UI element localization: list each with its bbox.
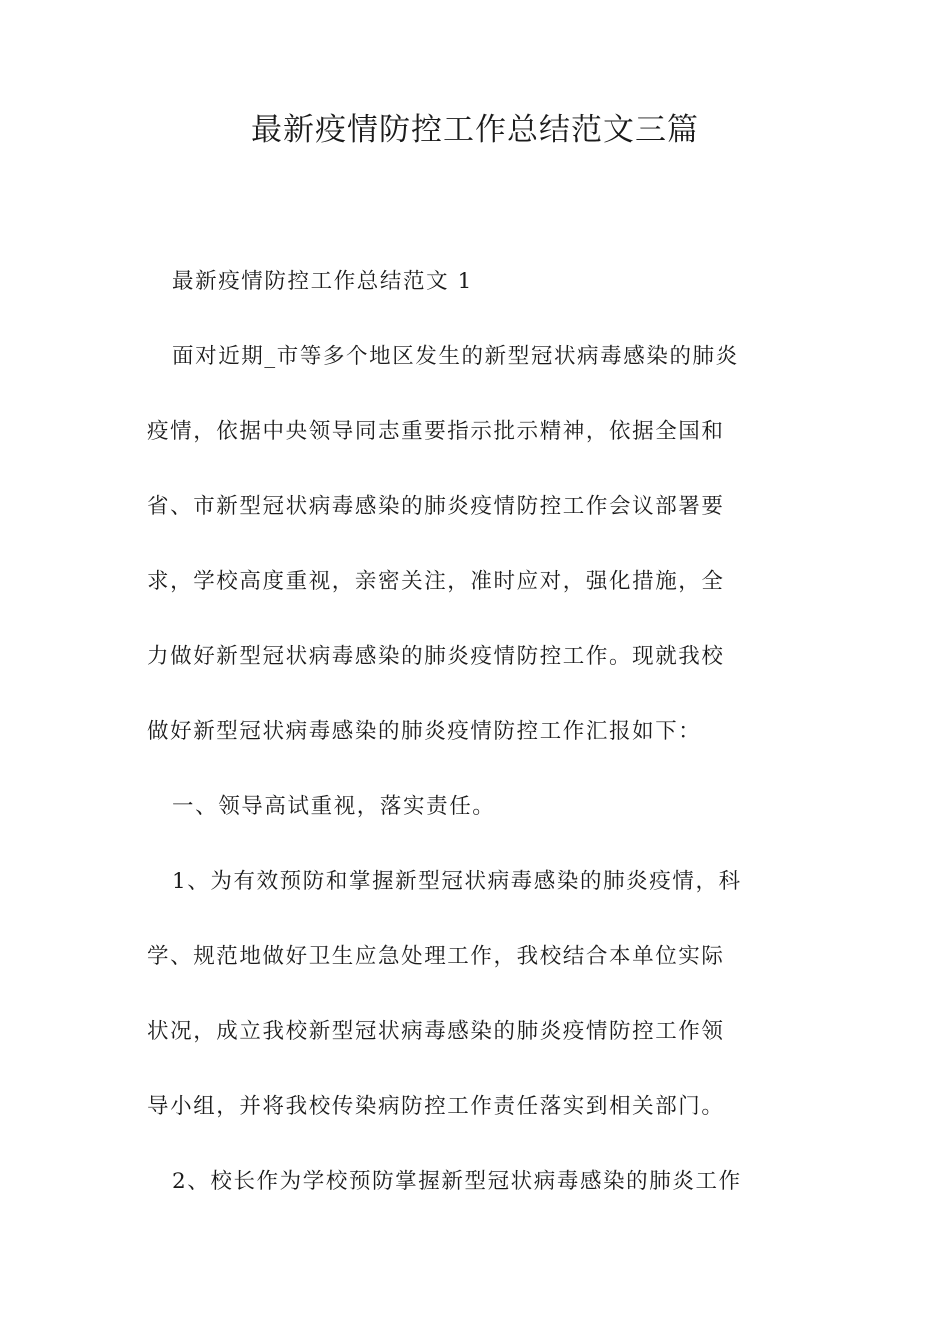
paragraph-line: 做好新型冠状病毒感染的肺炎疫情防控工作汇报如下： <box>147 719 702 744</box>
paragraph-line: 2、校长作为学校预防掌握新型冠状病毒感染的肺炎工作 <box>172 1169 742 1194</box>
document-title: 最新疫情防控工作总结范文三篇 <box>251 112 699 148</box>
paragraph-line: 状况，成立我校新型冠状病毒感染的肺炎疫情防控工作领 <box>147 1019 725 1044</box>
paragraph-line: 省、市新型冠状病毒感染的肺炎疫情防控工作会议部署要 <box>147 494 725 519</box>
paragraph-line: 求，学校高度重视，亲密关注，准时应对，强化措施，全 <box>147 569 725 594</box>
paragraph-line: 导小组，并将我校传染病防控工作责任落实到相关部门。 <box>147 1094 725 1119</box>
paragraph-line: 力做好新型冠状病毒感染的肺炎疫情防控工作。现就我校 <box>147 644 725 669</box>
paragraph-line: 面对近期_市等多个地区发生的新型冠状病毒感染的肺炎 <box>172 344 739 369</box>
subsection-heading: 一、领导高试重视，落实责任。 <box>172 794 496 819</box>
paragraph-line: 学、规范地做好卫生应急处理工作，我校结合本单位实际 <box>147 944 725 969</box>
paragraph-line: 1、为有效预防和掌握新型冠状病毒感染的肺炎疫情，科 <box>172 869 742 894</box>
paragraph-line: 疫情，依据中央领导同志重要指示批示精神，依据全国和 <box>147 419 725 444</box>
section-heading: 最新疫情防控工作总结范文 1 <box>172 269 473 294</box>
